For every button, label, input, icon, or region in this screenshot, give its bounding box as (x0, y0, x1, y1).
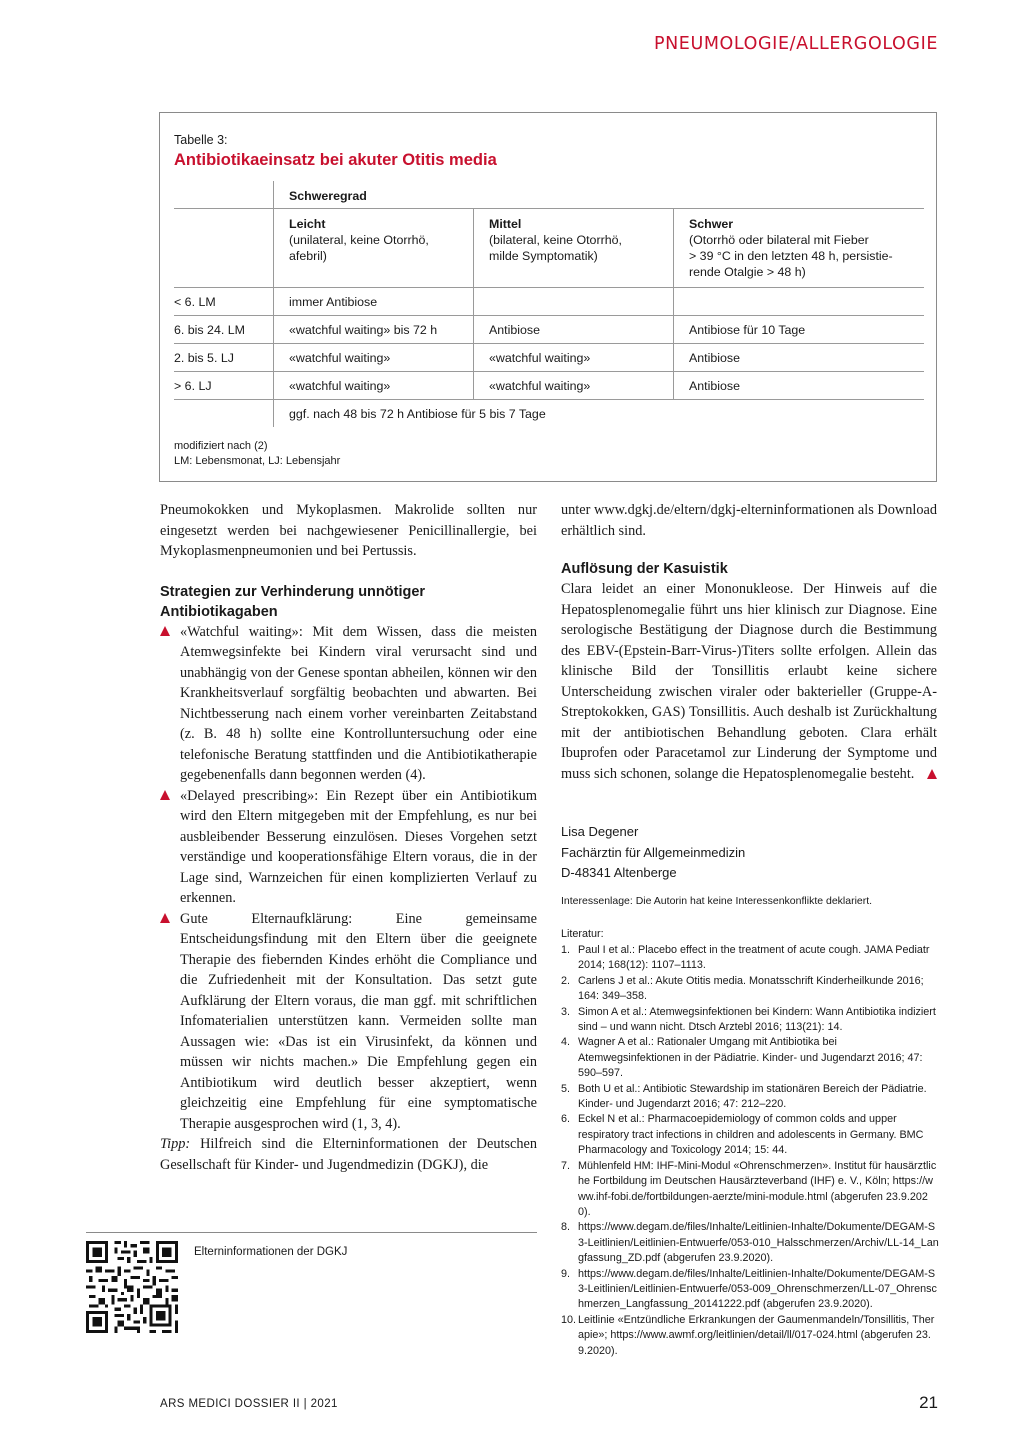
intro-paragraph: Pneumokokken und Mykoplasmen. Makrolide sollten nur eingesetzt werden bei nachgewiesener Penicillinallergie, bei Mykoplasmenpneumonien und bei Pertussis. (160, 502, 537, 559)
reference-number: 8. (561, 1221, 571, 1234)
table-cell: Antibiose (689, 379, 740, 393)
triangle-bullet-icon (160, 790, 170, 800)
reference-item (561, 974, 939, 1005)
bullet-text: «Delayed prescribing»: Ein Rezept über ein Antibiotikum wird den Eltern mitgegeben mit der Empfehlung, es nur bei ausbleibender Besserung einzulösen. Dieses Vorgehen setzt verständige und kooperationsfähige Eltern voraus, die in der Lage sind, Warnzeichen für einen komplizierten Verlauf zu erkennen. (180, 787, 537, 906)
reference-number: 3. (561, 1005, 571, 1018)
reference-text: https://www.degam.de/files/Inhalte/Leitlinien-Inhalte/Dokumente/DEGAM-S3-Leitlinien/Leitlinien-Entwuerfe/053-009_Ohrenschmerzen/LL-07_Ohrenschmerzen_Langfassung_20141222.pdf (abgerufen 23.9.2020). (578, 1267, 937, 1311)
reference-item (561, 1112, 939, 1158)
triangle-bullet-icon (160, 626, 170, 636)
literature-heading: Literatur: (561, 928, 604, 940)
table-col-header-leicht (289, 216, 479, 264)
reference-item (561, 1267, 939, 1313)
reference-text: Both U et al.: Antibiotic Stewardship im stationären Bereich der Pädiatrie. Kinder- und Jugendarzt 2016; 47: 212–220. (578, 1082, 927, 1111)
table-rule (174, 208, 924, 209)
table-cell: «watchful waiting» bis 72 h (289, 323, 438, 337)
table-rule (174, 343, 924, 344)
table-col-desc: > 39 °C in den letzten 48 h, persistie- (689, 249, 893, 263)
table-cell: Antibiose für 10 Tage (689, 323, 806, 337)
table-row-age: 2. bis 5. LJ (174, 351, 234, 365)
continuation-paragraph: unter www.dgkj.de/eltern/dgkj-elterninformationen als Download erhältlich sind. (561, 502, 937, 539)
case-resolution-heading: Auflösung der Kasuistik (561, 561, 728, 577)
reference-number: 9. (561, 1267, 571, 1280)
reference-item (561, 1220, 939, 1266)
reference-item (561, 1082, 939, 1113)
reference-list (561, 943, 939, 1359)
reference-number: 4. (561, 1036, 571, 1049)
strategies-heading: Strategien zur Verhinderung unnötiger Antibiotikagaben (160, 583, 426, 620)
table-col-desc: afebril) (289, 249, 327, 263)
table-row-age: < 6. LM (174, 295, 216, 309)
table-col-desc: milde Symptomatik) (489, 249, 598, 263)
reference-text: Leitlinie «Entzündliche Erkrankungen der Gaumenmandeln/Tonsillitis, Therapie»; https://www.awmf.org/leitlinien/detail/ll/017-024.html (abgerufen 23.9.2020). (578, 1313, 935, 1357)
reference-text: Carlens J et al.: Akute Otitis media. Monatsschrift Kinderheilkunde 2016; 164: 349–358. (578, 974, 924, 1003)
table-col-desc: (Otorrhö oder bilateral mit Fieber (689, 233, 869, 247)
table-group-header: Schweregrad (289, 189, 367, 203)
tip-paragraph (160, 1134, 537, 1175)
reference-text: Paul I et al.: Placebo effect in the treatment of acute cough. JAMA Pediatr 2014; 168(12): 1107–1113. (578, 944, 930, 972)
bullet-text: Gute Elternaufklärung: Eine gemeinsame Entscheidungsfindung mit den Eltern über die geeignete Therapie des fiebernden Kindes erhöht die Compliance und die Zufriedenheit mit der Konsultation. Das setzt gute Aufklärung der Eltern voraus, die man ggf. mit schriftlichen Infomaterialien unterstützen kann. Vermeiden sollte man Aussagen wie: «Das ist ein Virusinfekt, da können und müssen wir nichts machen.» Die Empfehlung gegen ein Antibiotikum wird deutlich besser akzeptiert, wenn gleichzeitig eine Empfehlung für eine symptomatische Therapie ausgesprochen wird (1, 3, 4). (180, 910, 537, 1132)
qr-code-icon[interactable] (86, 1241, 178, 1333)
table-title: Antibiotikaeinsatz bei akuter Otitis media (174, 151, 497, 169)
author-block (561, 822, 745, 884)
case-resolution-text: Clara leidet an einer Mononukleose. Der Hinweis auf die Hepatosplenomegalie führt uns hier klinisch zur Diagnose. Eine serologische Bestätigung der Diagnose durch die Bestimmung des EBV-(Epstein-Barr-Virus-)Titers sollte erfolgen. Allein das klinische Bild der Tonsillitis erlaubt keine sichere Unterscheidung zwischen viraler oder bakterieller (Gruppe-A-Streptokokken, GAS) Tonsillitis. Auch deshalb ist Zurückhaltung mit der antibiotischen Behandlung geboten. Clara erhält Ibuprofen oder Paracetamol zur Linderung der Symptome und muss sich schonen, solange die Hepatosplenomegalie besteht. (561, 581, 937, 782)
reference-text: Mühlenfeld HM: IHF-Mini-Modul «Ohrenschmerzen». Institut für hausärztliche Fortbildung im Deutschen Hausärzteverband (IHF) e. V., Köln; https://www.ihf-fobi.de/fortbildungen-aerzte/mini-module.html (abgerufen 23.9.2020). (578, 1159, 937, 1218)
reference-number: 5. (561, 1082, 571, 1095)
table-col-name: Schwer (689, 217, 734, 231)
table-row-age: > 6. LJ (174, 379, 212, 393)
footer-journal: ARS MEDICI DOSSIER II | 2021 (160, 1398, 338, 1410)
section-header: PNEUMOLOGIE/ALLERGOLOGIE (653, 34, 938, 54)
table-cell: «watchful waiting» (289, 351, 391, 365)
reference-item (561, 1005, 939, 1036)
table-col-header-mittel (489, 216, 679, 264)
table-col-name: Leicht (289, 217, 326, 231)
table-notes (174, 439, 340, 469)
table-footnote-row: ggf. nach 48 bis 72 h Antibiose für 5 bis 7 Tage (289, 407, 546, 421)
table-rule (174, 371, 924, 372)
table-note: modifiziert nach (2) (174, 440, 268, 452)
bullet-parent-education (160, 909, 537, 1135)
author-title: Fachärztin für Allgemeinmedizin (561, 844, 746, 860)
reference-text: Eckel N et al.: Pharmacoepidemiology of common colds and upper respiratory tract infections in children and adolescents in Germany. BMC Pharmacology and Toxicology 2014; 15: 44. (578, 1113, 924, 1157)
table-note: LM: Lebensmonat, LJ: Lebensjahr (174, 455, 341, 467)
table-vertical-rule (273, 181, 274, 427)
reference-text: Wagner A et al.: Rationaler Umgang mit Antibiotika bei Atemwegsinfektionen in der Pädiatrie. Kinder- und Jugendarzt 2016; 47: 590–597. (578, 1036, 923, 1080)
bullet-watchful-waiting (160, 622, 537, 786)
table-cell: Antibiose (689, 351, 740, 365)
reference-item (561, 1159, 939, 1221)
reference-item (561, 1313, 939, 1359)
table-col-header-schwer (689, 216, 924, 280)
table-rule (174, 399, 924, 400)
qr-divider (86, 1232, 537, 1233)
table-label: Tabelle 3: (174, 133, 228, 147)
reference-item (561, 1035, 939, 1081)
conflict-of-interest: Interessenlage: Die Autorin hat keine Interessenkonflikte deklariert. (561, 895, 873, 907)
table-cell: «watchful waiting» (489, 351, 591, 365)
author-name: Lisa Degener (561, 824, 639, 839)
table-row-age: 6. bis 24. LM (174, 323, 245, 337)
bullet-delayed-prescribing (160, 786, 537, 909)
table-cell: immer Antibiose (289, 295, 378, 309)
case-resolution-body (561, 579, 937, 784)
reference-item (561, 943, 939, 974)
table-col-desc: (unilateral, keine Otorrhö, (289, 233, 429, 247)
qr-label: Elterninformationen der DGKJ (194, 1246, 348, 1258)
table-cell: Antibiose (489, 323, 540, 337)
reference-number: 1. (561, 944, 571, 956)
table-cell: «watchful waiting» (489, 379, 591, 393)
table-col-desc: rende Otalgie > 48 h) (689, 265, 806, 279)
reference-text: https://www.degam.de/files/Inhalte/Leitlinien-Inhalte/Dokumente/DEGAM-S3-Leitlinien/Leitlinien-Entwuerfe/053-010_Halsschmerzen/Archiv/LL-14_Langfassung_ZD.pdf (abgerufen 23.9.2020). (578, 1221, 939, 1265)
left-column (160, 500, 537, 1175)
bullet-text: «Watchful waiting»: Mit dem Wissen, dass die meisten Atemwegsinfekte bei Kindern viral verursacht sind und unabhängig von der Genese spontan abheilen, können wir den Krankheitsverlauf sorgfältig beobachten und abwarten. Bei Nichtbesserung nach einem vorher vereinbarten Zeitabstand (z. B. 48 h) sollte eine Kontrolluntersuchung oder eine telefonische Beratung stattfinden und die Antibiotikatherapie gegebenenfalls dann begonnen werden (4). (180, 623, 537, 783)
reference-number: 2. (561, 974, 571, 987)
end-triangle-icon (927, 769, 937, 779)
reference-number: 6. (561, 1113, 571, 1126)
table-cell: «watchful waiting» (289, 379, 391, 393)
table-box (159, 112, 937, 482)
reference-number: 7. (561, 1159, 571, 1172)
reference-number: 10. (561, 1313, 577, 1326)
table-col-name: Mittel (489, 217, 522, 231)
table-col-desc: (bilateral, keine Otorrhö, (489, 233, 622, 247)
table-rule (174, 315, 924, 316)
right-column (561, 500, 937, 784)
tip-text: Hilfreich sind die Elterninformationen der Deutschen Gesellschaft für Kinder- und Jugendmedizin (DGKJ), die (160, 1136, 537, 1173)
table-grid (174, 181, 924, 427)
page-number: 21 (919, 1393, 938, 1412)
author-location: D-48341 Altenberge (561, 865, 677, 880)
reference-text: Simon A et al.: Atemwegsinfektionen bei Kindern: Wann Antibiotika indiziert sind – und wann nicht. Dtsch Arztebl 2016; 113(21): 14. (578, 1005, 936, 1034)
triangle-bullet-icon (160, 913, 170, 923)
tip-label: Tipp: (160, 1136, 191, 1152)
table-rule (174, 287, 924, 288)
